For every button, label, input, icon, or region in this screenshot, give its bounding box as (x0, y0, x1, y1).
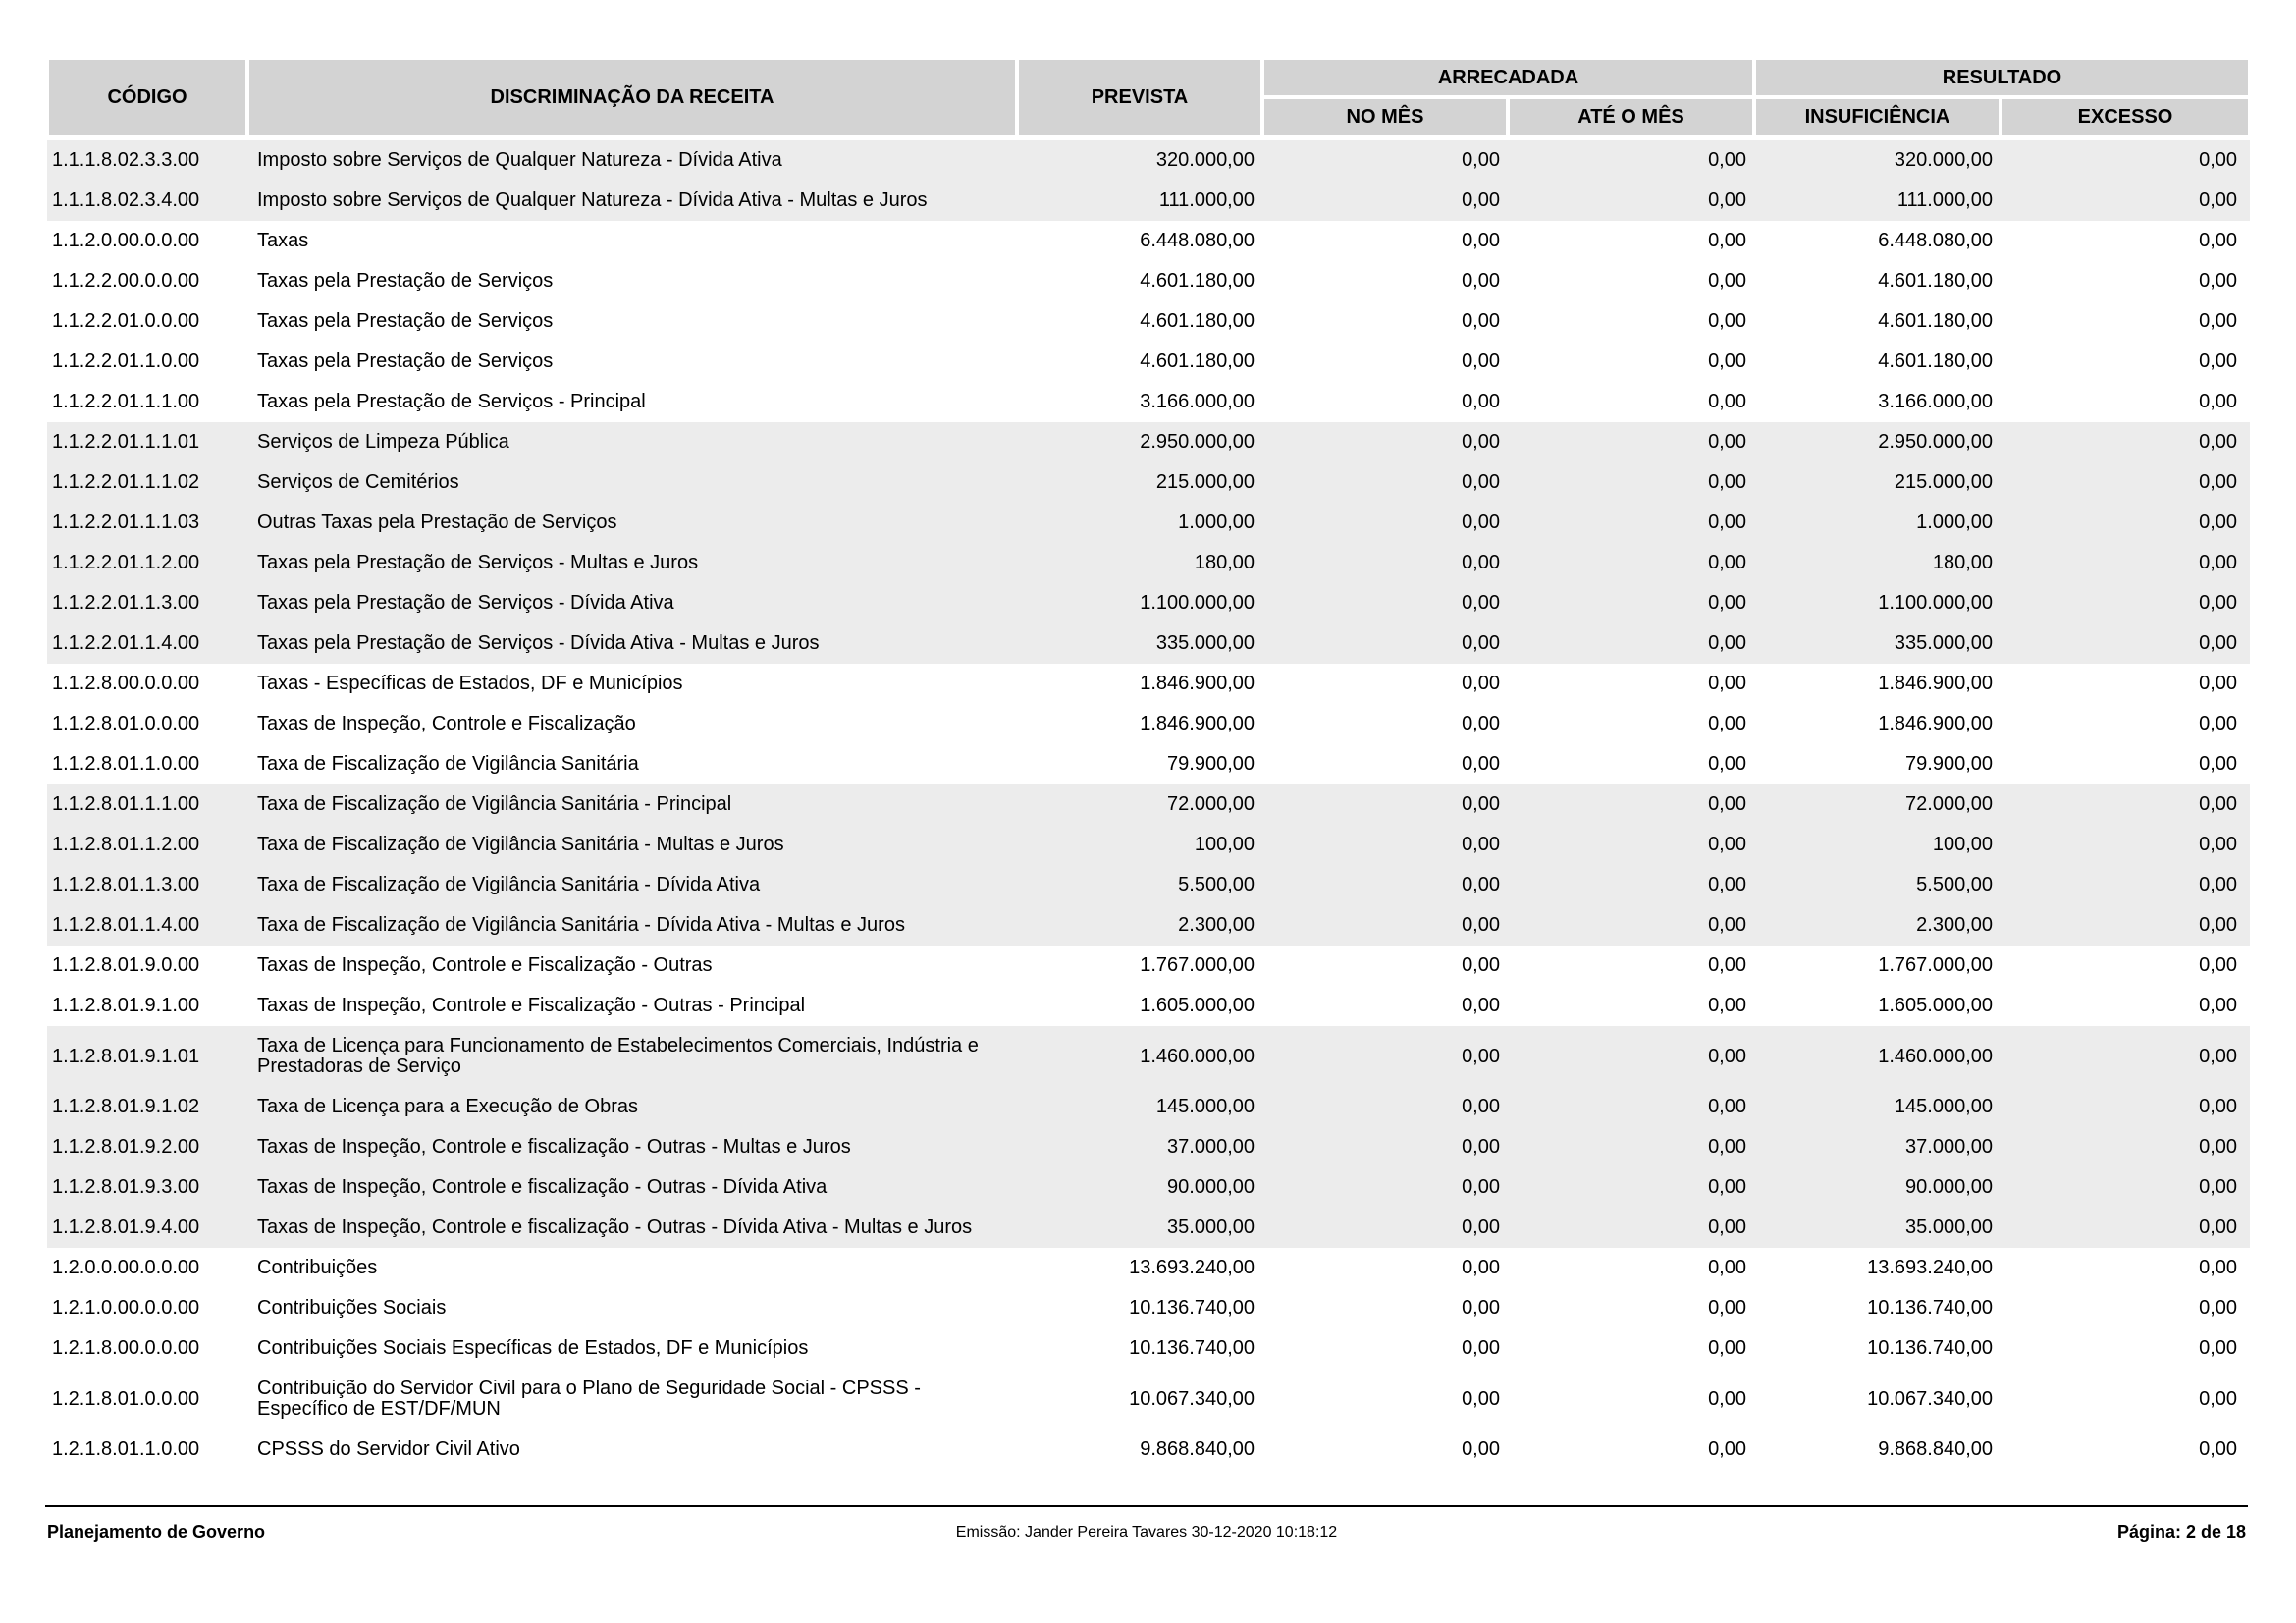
description-cell: Taxas de Inspeção, Controle e fiscalização - Outras - Dívida Ativa (247, 1167, 1017, 1208)
table-row (47, 583, 2250, 623)
insuficiencia-cell: 100,00 (1754, 825, 2001, 865)
header-discriminacao: DISCRIMINAÇÃO DA RECEITA (247, 58, 1017, 137)
code-cell: 1.1.2.2.01.1.4.00 (47, 623, 247, 664)
excesso-cell: 0,00 (2001, 1087, 2250, 1127)
prevista-cell: 1.460.000,00 (1017, 1026, 1262, 1087)
table-row (47, 261, 2250, 301)
code-cell: 1.1.2.2.01.1.1.02 (47, 462, 247, 503)
no-mes-cell: 0,00 (1262, 905, 1508, 946)
ate-o-mes-cell: 0,00 (1508, 664, 1754, 704)
excesso-cell: 0,00 (2001, 784, 2250, 825)
excesso-cell: 0,00 (2001, 181, 2250, 221)
ate-o-mes-cell: 0,00 (1508, 1087, 1754, 1127)
description-cell: Taxas pela Prestação de Serviços (247, 261, 1017, 301)
insuficiencia-cell: 37.000,00 (1754, 1127, 2001, 1167)
code-cell: 1.2.1.8.00.0.0.00 (47, 1328, 247, 1369)
no-mes-cell: 0,00 (1262, 462, 1508, 503)
ate-o-mes-cell: 0,00 (1508, 986, 1754, 1026)
code-cell: 1.1.2.8.01.9.4.00 (47, 1208, 247, 1248)
table-row (47, 1208, 2250, 1248)
insuficiencia-cell: 145.000,00 (1754, 1087, 2001, 1127)
prevista-cell: 13.693.240,00 (1017, 1248, 1262, 1288)
prevista-cell: 4.601.180,00 (1017, 301, 1262, 342)
ate-o-mes-cell: 0,00 (1508, 623, 1754, 664)
code-cell: 1.1.2.2.01.1.0.00 (47, 342, 247, 382)
prevista-cell: 5.500,00 (1017, 865, 1262, 905)
prevista-cell: 1.605.000,00 (1017, 986, 1262, 1026)
ate-o-mes-cell: 0,00 (1508, 905, 1754, 946)
no-mes-cell: 0,00 (1262, 1248, 1508, 1288)
insuficiencia-cell: 1.846.900,00 (1754, 664, 2001, 704)
description-cell: Contribuições Sociais Específicas de Estados, DF e Municípios (247, 1328, 1017, 1369)
header-prevista: PREVISTA (1017, 58, 1262, 137)
excesso-cell: 0,00 (2001, 422, 2250, 462)
prevista-cell: 4.601.180,00 (1017, 261, 1262, 301)
excesso-cell: 0,00 (2001, 946, 2250, 986)
code-cell: 1.1.2.8.01.0.0.00 (47, 704, 247, 744)
description-cell: Imposto sobre Serviços de Qualquer Natureza - Dívida Ativa (247, 137, 1017, 181)
ate-o-mes-cell: 0,00 (1508, 865, 1754, 905)
excesso-cell: 0,00 (2001, 261, 2250, 301)
no-mes-cell: 0,00 (1262, 261, 1508, 301)
no-mes-cell: 0,00 (1262, 1026, 1508, 1087)
code-cell: 1.1.2.8.01.9.2.00 (47, 1127, 247, 1167)
ate-o-mes-cell: 0,00 (1508, 181, 1754, 221)
footer-emission-info: Emissão: Jander Pereira Tavares 30-12-2020 10:18:12 (955, 1524, 1338, 1541)
prevista-cell: 320.000,00 (1017, 137, 1262, 181)
prevista-cell: 6.448.080,00 (1017, 221, 1262, 261)
ate-o-mes-cell: 0,00 (1508, 462, 1754, 503)
ate-o-mes-cell: 0,00 (1508, 543, 1754, 583)
code-cell: 1.2.0.0.00.0.0.00 (47, 1248, 247, 1288)
insuficiencia-cell: 111.000,00 (1754, 181, 2001, 221)
prevista-cell: 4.601.180,00 (1017, 342, 1262, 382)
insuficiencia-cell: 335.000,00 (1754, 623, 2001, 664)
no-mes-cell: 0,00 (1262, 137, 1508, 181)
revenue-table (45, 56, 2252, 1470)
no-mes-cell: 0,00 (1262, 382, 1508, 422)
no-mes-cell: 0,00 (1262, 664, 1508, 704)
code-cell: 1.1.2.2.01.1.2.00 (47, 543, 247, 583)
description-cell: Contribuição do Servidor Civil para o Plano de Seguridade Social - CPSSS - Específico de EST/DF/MUN (247, 1369, 1017, 1430)
insuficiencia-cell: 215.000,00 (1754, 462, 2001, 503)
table-row (47, 342, 2250, 382)
table-body (47, 137, 2250, 1470)
insuficiencia-cell: 1.100.000,00 (1754, 583, 2001, 623)
excesso-cell: 0,00 (2001, 1369, 2250, 1430)
table-row (47, 784, 2250, 825)
excesso-cell: 0,00 (2001, 744, 2250, 784)
no-mes-cell: 0,00 (1262, 1430, 1508, 1470)
prevista-cell: 1.000,00 (1017, 503, 1262, 543)
prevista-cell: 1.100.000,00 (1017, 583, 1262, 623)
insuficiencia-cell: 180,00 (1754, 543, 2001, 583)
no-mes-cell: 0,00 (1262, 744, 1508, 784)
no-mes-cell: 0,00 (1262, 1127, 1508, 1167)
table-row (47, 825, 2250, 865)
ate-o-mes-cell: 0,00 (1508, 1430, 1754, 1470)
description-cell: Serviços de Cemitérios (247, 462, 1017, 503)
prevista-cell: 37.000,00 (1017, 1127, 1262, 1167)
excesso-cell: 0,00 (2001, 583, 2250, 623)
description-cell: Taxas pela Prestação de Serviços - Multas e Juros (247, 543, 1017, 583)
no-mes-cell: 0,00 (1262, 543, 1508, 583)
page-footer (45, 1505, 2248, 1561)
prevista-cell: 1.767.000,00 (1017, 946, 1262, 986)
description-cell: Taxas pela Prestação de Serviços (247, 342, 1017, 382)
table-row (47, 462, 2250, 503)
table-row (47, 664, 2250, 704)
table-row (47, 1026, 2250, 1087)
prevista-cell: 3.166.000,00 (1017, 382, 1262, 422)
no-mes-cell: 0,00 (1262, 301, 1508, 342)
insuficiencia-cell: 3.166.000,00 (1754, 382, 2001, 422)
ate-o-mes-cell: 0,00 (1508, 301, 1754, 342)
no-mes-cell: 0,00 (1262, 1288, 1508, 1328)
prevista-cell: 10.136.740,00 (1017, 1288, 1262, 1328)
no-mes-cell: 0,00 (1262, 946, 1508, 986)
table-row (47, 946, 2250, 986)
prevista-cell: 2.300,00 (1017, 905, 1262, 946)
table-row (47, 986, 2250, 1026)
header-codigo: CÓDIGO (47, 58, 247, 137)
ate-o-mes-cell: 0,00 (1508, 503, 1754, 543)
code-cell: 1.1.2.2.01.1.3.00 (47, 583, 247, 623)
prevista-cell: 2.950.000,00 (1017, 422, 1262, 462)
code-cell: 1.1.2.8.01.1.0.00 (47, 744, 247, 784)
no-mes-cell: 0,00 (1262, 784, 1508, 825)
ate-o-mes-cell: 0,00 (1508, 825, 1754, 865)
prevista-cell: 35.000,00 (1017, 1208, 1262, 1248)
no-mes-cell: 0,00 (1262, 221, 1508, 261)
description-cell: Taxa de Licença para a Execução de Obras (247, 1087, 1017, 1127)
insuficiencia-cell: 10.136.740,00 (1754, 1328, 2001, 1369)
ate-o-mes-cell: 0,00 (1508, 1288, 1754, 1328)
excesso-cell: 0,00 (2001, 543, 2250, 583)
no-mes-cell: 0,00 (1262, 704, 1508, 744)
code-cell: 1.1.2.8.01.1.4.00 (47, 905, 247, 946)
insuficiencia-cell: 79.900,00 (1754, 744, 2001, 784)
no-mes-cell: 0,00 (1262, 583, 1508, 623)
insuficiencia-cell: 4.601.180,00 (1754, 342, 2001, 382)
insuficiencia-cell: 2.300,00 (1754, 905, 2001, 946)
insuficiencia-cell: 5.500,00 (1754, 865, 2001, 905)
table-row (47, 865, 2250, 905)
table-row (47, 422, 2250, 462)
ate-o-mes-cell: 0,00 (1508, 704, 1754, 744)
insuficiencia-cell: 10.067.340,00 (1754, 1369, 2001, 1430)
code-cell: 1.1.2.2.01.1.1.03 (47, 503, 247, 543)
description-cell: Taxas - Específicas de Estados, DF e Municípios (247, 664, 1017, 704)
prevista-cell: 335.000,00 (1017, 623, 1262, 664)
footer-system-name: Planejamento de Governo (47, 1522, 266, 1542)
description-cell: Taxa de Fiscalização de Vigilância Sanitária (247, 744, 1017, 784)
code-cell: 1.1.2.8.01.9.1.01 (47, 1026, 247, 1087)
insuficiencia-cell: 72.000,00 (1754, 784, 2001, 825)
description-cell: Outras Taxas pela Prestação de Serviços (247, 503, 1017, 543)
description-cell: Taxa de Fiscalização de Vigilância Sanitária - Principal (247, 784, 1017, 825)
description-cell: Taxa de Fiscalização de Vigilância Sanitária - Dívida Ativa - Multas e Juros (247, 905, 1017, 946)
table-row (47, 382, 2250, 422)
ate-o-mes-cell: 0,00 (1508, 1167, 1754, 1208)
description-cell: Taxas de Inspeção, Controle e Fiscalização (247, 704, 1017, 744)
no-mes-cell: 0,00 (1262, 1208, 1508, 1248)
description-cell: Taxas de Inspeção, Controle e fiscalização - Outras - Dívida Ativa - Multas e Juros (247, 1208, 1017, 1248)
no-mes-cell: 0,00 (1262, 1087, 1508, 1127)
code-cell: 1.2.1.8.01.0.0.00 (47, 1369, 247, 1430)
description-cell: Taxa de Fiscalização de Vigilância Sanitária - Multas e Juros (247, 825, 1017, 865)
excesso-cell: 0,00 (2001, 1026, 2250, 1087)
description-cell: Taxas (247, 221, 1017, 261)
table-row (47, 221, 2250, 261)
description-cell: Taxas pela Prestação de Serviços - Principal (247, 382, 1017, 422)
ate-o-mes-cell: 0,00 (1508, 784, 1754, 825)
prevista-cell: 145.000,00 (1017, 1087, 1262, 1127)
no-mes-cell: 0,00 (1262, 342, 1508, 382)
code-cell: 1.1.2.8.01.1.3.00 (47, 865, 247, 905)
excesso-cell: 0,00 (2001, 905, 2250, 946)
description-cell: Taxa de Fiscalização de Vigilância Sanitária - Dívida Ativa (247, 865, 1017, 905)
header-resultado: RESULTADO (1754, 58, 2250, 97)
ate-o-mes-cell: 0,00 (1508, 221, 1754, 261)
excesso-cell: 0,00 (2001, 1127, 2250, 1167)
table-row (47, 704, 2250, 744)
prevista-cell: 10.067.340,00 (1017, 1369, 1262, 1430)
description-cell: Contribuições Sociais (247, 1288, 1017, 1328)
ate-o-mes-cell: 0,00 (1508, 1248, 1754, 1288)
table-row (47, 1167, 2250, 1208)
code-cell: 1.1.2.2.01.1.1.01 (47, 422, 247, 462)
no-mes-cell: 0,00 (1262, 422, 1508, 462)
table-row (47, 1087, 2250, 1127)
header-no-mes: NO MÊS (1262, 97, 1508, 137)
ate-o-mes-cell: 0,00 (1508, 583, 1754, 623)
prevista-cell: 10.136.740,00 (1017, 1328, 1262, 1369)
excesso-cell: 0,00 (2001, 623, 2250, 664)
table-row (47, 543, 2250, 583)
code-cell: 1.1.2.8.00.0.0.00 (47, 664, 247, 704)
prevista-cell: 100,00 (1017, 825, 1262, 865)
code-cell: 1.1.2.2.00.0.0.00 (47, 261, 247, 301)
header-arrecadada: ARRECADADA (1262, 58, 1754, 97)
insuficiencia-cell: 35.000,00 (1754, 1208, 2001, 1248)
ate-o-mes-cell: 0,00 (1508, 1369, 1754, 1430)
code-cell: 1.2.1.0.00.0.0.00 (47, 1288, 247, 1328)
prevista-cell: 9.868.840,00 (1017, 1430, 1262, 1470)
insuficiencia-cell: 4.601.180,00 (1754, 301, 2001, 342)
excesso-cell: 0,00 (2001, 986, 2250, 1026)
insuficiencia-cell: 2.950.000,00 (1754, 422, 2001, 462)
header-insuficiencia: INSUFICIÊNCIA (1754, 97, 2001, 137)
code-cell: 1.1.2.8.01.9.1.00 (47, 986, 247, 1026)
excesso-cell: 0,00 (2001, 1430, 2250, 1470)
table-row (47, 623, 2250, 664)
table-row (47, 744, 2250, 784)
table-row (47, 1369, 2250, 1430)
insuficiencia-cell: 4.601.180,00 (1754, 261, 2001, 301)
ate-o-mes-cell: 0,00 (1508, 744, 1754, 784)
table-row (47, 1127, 2250, 1167)
header-ate-o-mes: ATÉ O MÊS (1508, 97, 1754, 137)
code-cell: 1.1.2.8.01.9.0.00 (47, 946, 247, 986)
excesso-cell: 0,00 (2001, 825, 2250, 865)
no-mes-cell: 0,00 (1262, 865, 1508, 905)
ate-o-mes-cell: 0,00 (1508, 261, 1754, 301)
insuficiencia-cell: 320.000,00 (1754, 137, 2001, 181)
table-row (47, 181, 2250, 221)
excesso-cell: 0,00 (2001, 137, 2250, 181)
prevista-cell: 1.846.900,00 (1017, 704, 1262, 744)
description-cell: Taxas pela Prestação de Serviços - Dívida Ativa - Multas e Juros (247, 623, 1017, 664)
prevista-cell: 72.000,00 (1017, 784, 1262, 825)
excesso-cell: 0,00 (2001, 342, 2250, 382)
excesso-cell: 0,00 (2001, 664, 2250, 704)
ate-o-mes-cell: 0,00 (1508, 946, 1754, 986)
prevista-cell: 1.846.900,00 (1017, 664, 1262, 704)
code-cell: 1.2.1.8.01.1.0.00 (47, 1430, 247, 1470)
code-cell: 1.1.2.8.01.1.2.00 (47, 825, 247, 865)
code-cell: 1.1.1.8.02.3.3.00 (47, 137, 247, 181)
description-cell: CPSSS do Servidor Civil Ativo (247, 1430, 1017, 1470)
table-row (47, 1288, 2250, 1328)
ate-o-mes-cell: 0,00 (1508, 342, 1754, 382)
insuficiencia-cell: 9.868.840,00 (1754, 1430, 2001, 1470)
table-header (47, 58, 2250, 137)
description-cell: Taxas de Inspeção, Controle e Fiscalização - Outras - Principal (247, 986, 1017, 1026)
description-cell: Imposto sobre Serviços de Qualquer Natureza - Dívida Ativa - Multas e Juros (247, 181, 1017, 221)
insuficiencia-cell: 1.460.000,00 (1754, 1026, 2001, 1087)
description-cell: Taxa de Licença para Funcionamento de Estabelecimentos Comerciais, Indústria e Prestadoras de Serviço (247, 1026, 1017, 1087)
description-cell: Taxas de Inspeção, Controle e fiscalização - Outras - Multas e Juros (247, 1127, 1017, 1167)
table-row (47, 1248, 2250, 1288)
excesso-cell: 0,00 (2001, 865, 2250, 905)
table-row (47, 1328, 2250, 1369)
code-cell: 1.1.2.8.01.9.3.00 (47, 1167, 247, 1208)
excesso-cell: 0,00 (2001, 503, 2250, 543)
ate-o-mes-cell: 0,00 (1508, 137, 1754, 181)
ate-o-mes-cell: 0,00 (1508, 422, 1754, 462)
footer-page-number: Página: 2 de 18 (2116, 1522, 2246, 1542)
insuficiencia-cell: 1.000,00 (1754, 503, 2001, 543)
header-excesso: EXCESSO (2001, 97, 2250, 137)
excesso-cell: 0,00 (2001, 1328, 2250, 1369)
excesso-cell: 0,00 (2001, 1167, 2250, 1208)
insuficiencia-cell: 1.767.000,00 (1754, 946, 2001, 986)
table-row (47, 905, 2250, 946)
code-cell: 1.1.2.2.01.0.0.00 (47, 301, 247, 342)
prevista-cell: 180,00 (1017, 543, 1262, 583)
no-mes-cell: 0,00 (1262, 181, 1508, 221)
excesso-cell: 0,00 (2001, 1248, 2250, 1288)
table-row (47, 301, 2250, 342)
insuficiencia-cell: 6.448.080,00 (1754, 221, 2001, 261)
excesso-cell: 0,00 (2001, 704, 2250, 744)
insuficiencia-cell: 13.693.240,00 (1754, 1248, 2001, 1288)
prevista-cell: 215.000,00 (1017, 462, 1262, 503)
no-mes-cell: 0,00 (1262, 1369, 1508, 1430)
ate-o-mes-cell: 0,00 (1508, 1127, 1754, 1167)
code-cell: 1.1.1.8.02.3.4.00 (47, 181, 247, 221)
insuficiencia-cell: 1.846.900,00 (1754, 704, 2001, 744)
excesso-cell: 0,00 (2001, 301, 2250, 342)
no-mes-cell: 0,00 (1262, 986, 1508, 1026)
table-row (47, 1430, 2250, 1470)
code-cell: 1.1.2.2.01.1.1.00 (47, 382, 247, 422)
excesso-cell: 0,00 (2001, 382, 2250, 422)
ate-o-mes-cell: 0,00 (1508, 1026, 1754, 1087)
excesso-cell: 0,00 (2001, 1208, 2250, 1248)
excesso-cell: 0,00 (2001, 462, 2250, 503)
insuficiencia-cell: 1.605.000,00 (1754, 986, 2001, 1026)
excesso-cell: 0,00 (2001, 1288, 2250, 1328)
insuficiencia-cell: 90.000,00 (1754, 1167, 2001, 1208)
no-mes-cell: 0,00 (1262, 1167, 1508, 1208)
table-row (47, 137, 2250, 181)
ate-o-mes-cell: 0,00 (1508, 1328, 1754, 1369)
prevista-cell: 90.000,00 (1017, 1167, 1262, 1208)
code-cell: 1.1.2.0.00.0.0.00 (47, 221, 247, 261)
insuficiencia-cell: 10.136.740,00 (1754, 1288, 2001, 1328)
description-cell: Contribuições (247, 1248, 1017, 1288)
no-mes-cell: 0,00 (1262, 825, 1508, 865)
prevista-cell: 79.900,00 (1017, 744, 1262, 784)
no-mes-cell: 0,00 (1262, 503, 1508, 543)
excesso-cell: 0,00 (2001, 221, 2250, 261)
code-cell: 1.1.2.8.01.1.1.00 (47, 784, 247, 825)
prevista-cell: 111.000,00 (1017, 181, 1262, 221)
description-cell: Taxas de Inspeção, Controle e Fiscalização - Outras (247, 946, 1017, 986)
table-row (47, 503, 2250, 543)
description-cell: Taxas pela Prestação de Serviços (247, 301, 1017, 342)
ate-o-mes-cell: 0,00 (1508, 1208, 1754, 1248)
no-mes-cell: 0,00 (1262, 1328, 1508, 1369)
no-mes-cell: 0,00 (1262, 623, 1508, 664)
description-cell: Taxas pela Prestação de Serviços - Dívida Ativa (247, 583, 1017, 623)
ate-o-mes-cell: 0,00 (1508, 382, 1754, 422)
description-cell: Serviços de Limpeza Pública (247, 422, 1017, 462)
code-cell: 1.1.2.8.01.9.1.02 (47, 1087, 247, 1127)
